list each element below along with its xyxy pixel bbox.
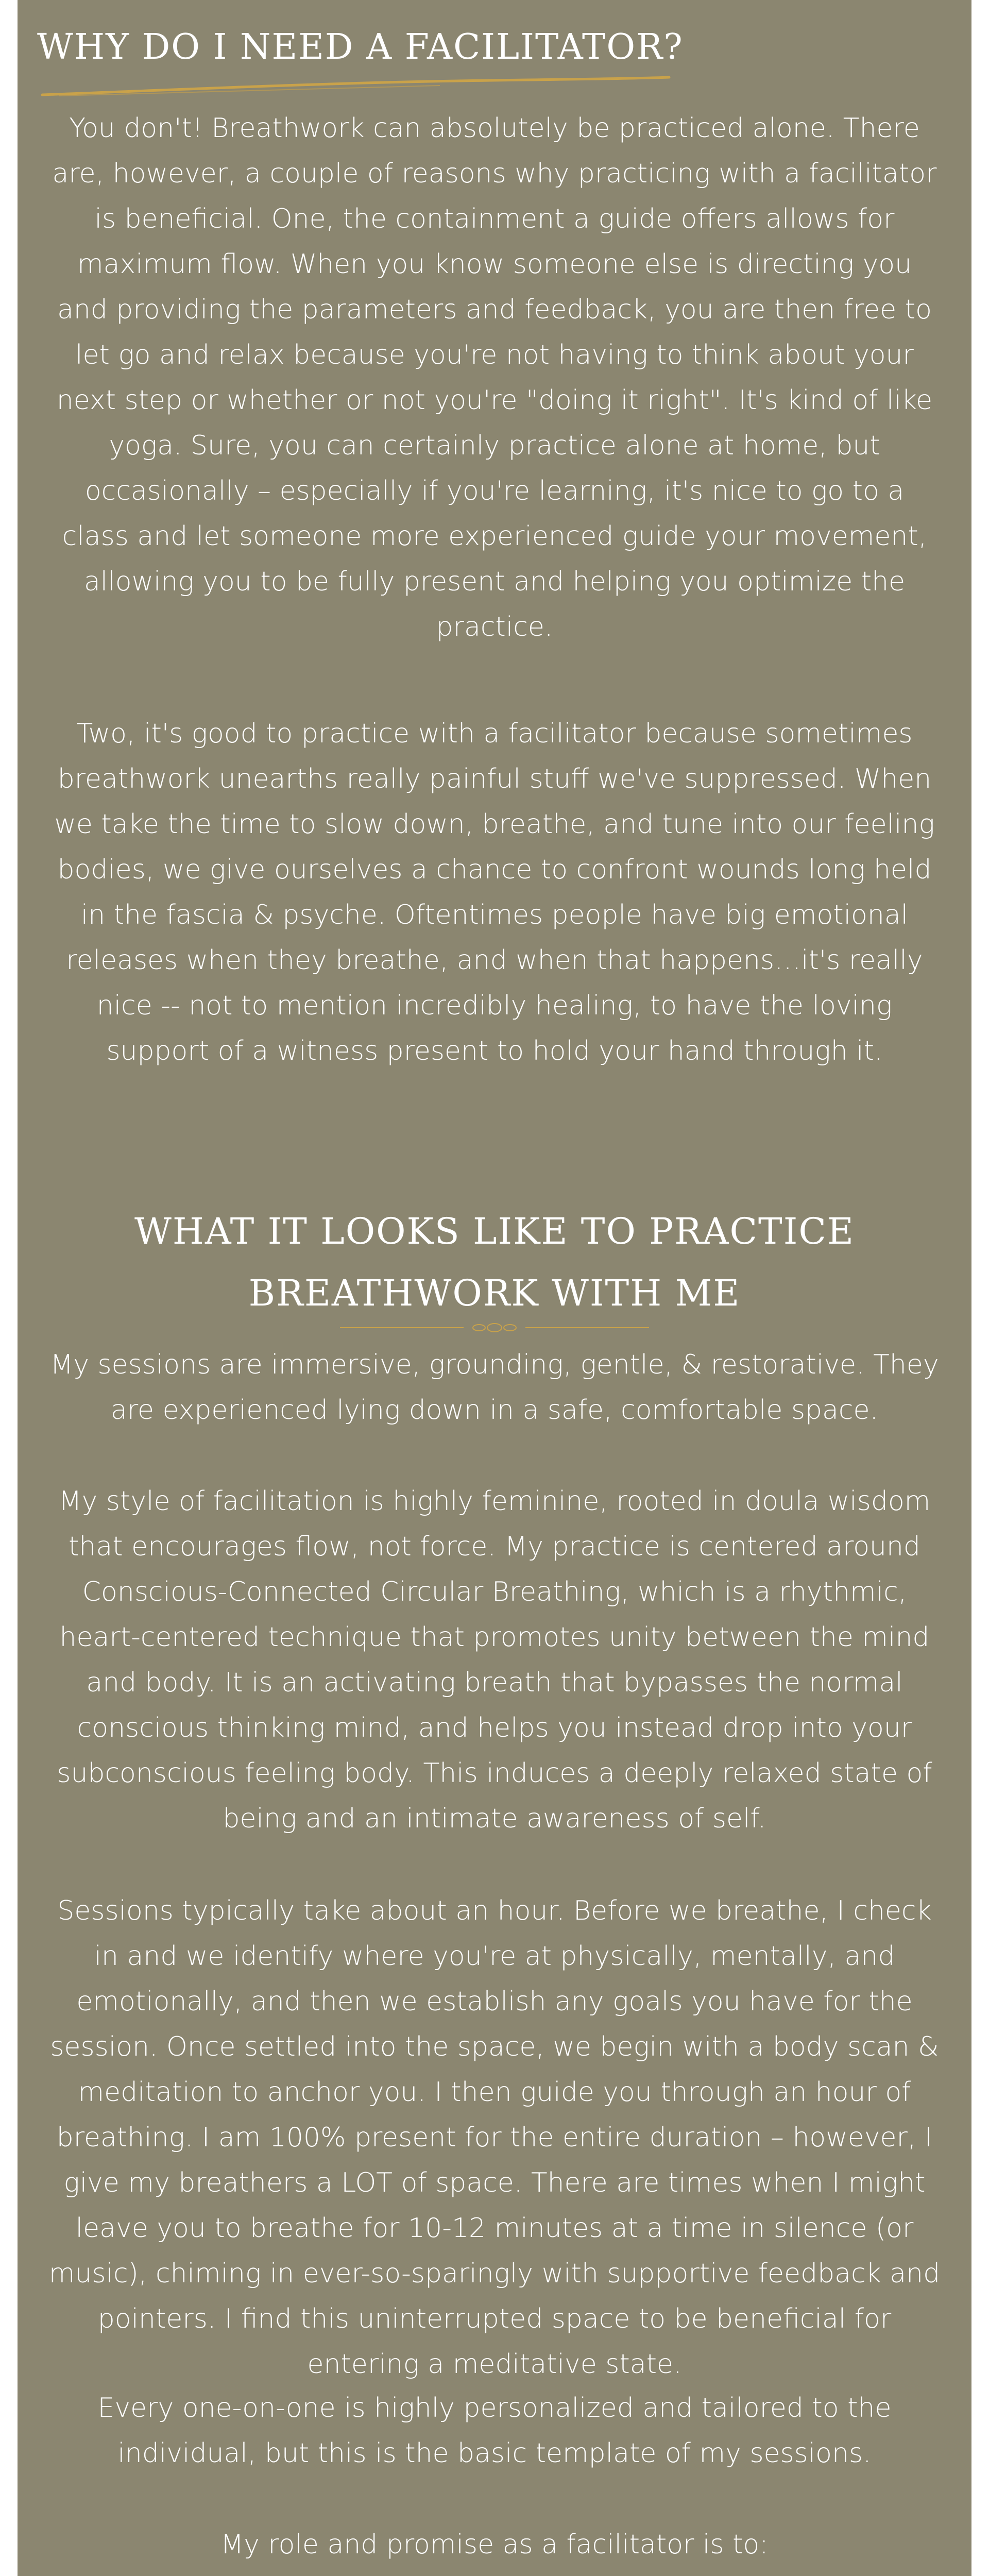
heading-divider-flourish (340, 1320, 649, 1335)
section-heading-practice: WHAT IT LOOKS LIKE TO PRACTICE BREATHWORK WITH ME (134, 1210, 855, 1314)
heading-underline-flourish (38, 70, 677, 101)
practice-paragraph-2: My style of facilitation is highly feminine, rooted in doula wisdom that encourages flow, not force. My practice is centered around Conscious-Connected Circular Breathing, which is a rhythmic, heart-centered technique that promotes unity between the mind and body. It is an activating breath that bypasses the normal conscious thinking mind, and helps you instead drop into your subconscious feeling body. This induces a deeply relaxed state of being and an intimate awareness of self. (57, 1486, 932, 1834)
why-paragraph-1: You don't! Breathwork can absolutely be practiced alone. There are, however, a couple of reasons why practicing with a facilitator is beneficial. One, the containment a guide offers allows for maximum flow. When you know someone else is directing you and providing the parameters and feedback, you are then free to let go and relax because you're not having to think about your next step or whether or not you're "doing it right". It's kind of like yoga. Sure, you can certainly practice alone at home, but occasionally – especially if you're learning, it's nice to go to a class and let someone more experienced guide your movement, allowing you to be fully present and helping you optimize the practice. (52, 113, 937, 642)
practice-paragraph-4: Every one-on-one is highly personalized and tailored to the individual, but this is the basic template of my sessions. (97, 2393, 892, 2469)
why-paragraph-2: Two, it's good to practice with a facilitator because sometimes breathwork unearths really painful stuff we've suppressed. When we take the time to slow down, breathe, and tune into our feeling bodies, we give ourselves a chance to confront wounds long held in the fascia & psyche. Oftentimes people have big emotional releases when they breathe, and when that happens…it's really nice -- not to mention incredibly healing, to have the loving support of a witness present to hold your hand through it. (54, 718, 935, 1066)
role-intro: My role and promise as a facilitator is to: (220, 2529, 769, 2560)
practice-paragraph-1: My sessions are immersive, grounding, gentle, & restorative. They are experienced lying down in a safe, comfortable space. (50, 1349, 939, 1426)
practice-paragraph-3: Sessions typically take about an hour. Before we breathe, I check in and we identify where you're at physically, mentally, and emotionally, and then we establish any goals you have for the session. Once settled into the space, we begin with a body scan & meditation to anchor you. I then guide you through an hour of breathing. I am 100% present for the entire duration – however, I give my breathers a LOT of space. There are times when I might leave you to breathe for 10-12 minutes at a time in silence (or music), chiming in ever-so-sparingly with supportive feedback and pointers. I find this uninterrupted space to be beneficial for entering a meditative state. (48, 1895, 941, 2380)
content-panel (18, 0, 971, 2576)
section-heading-why: WHY DO I NEED A FACILITATOR? (37, 27, 684, 67)
